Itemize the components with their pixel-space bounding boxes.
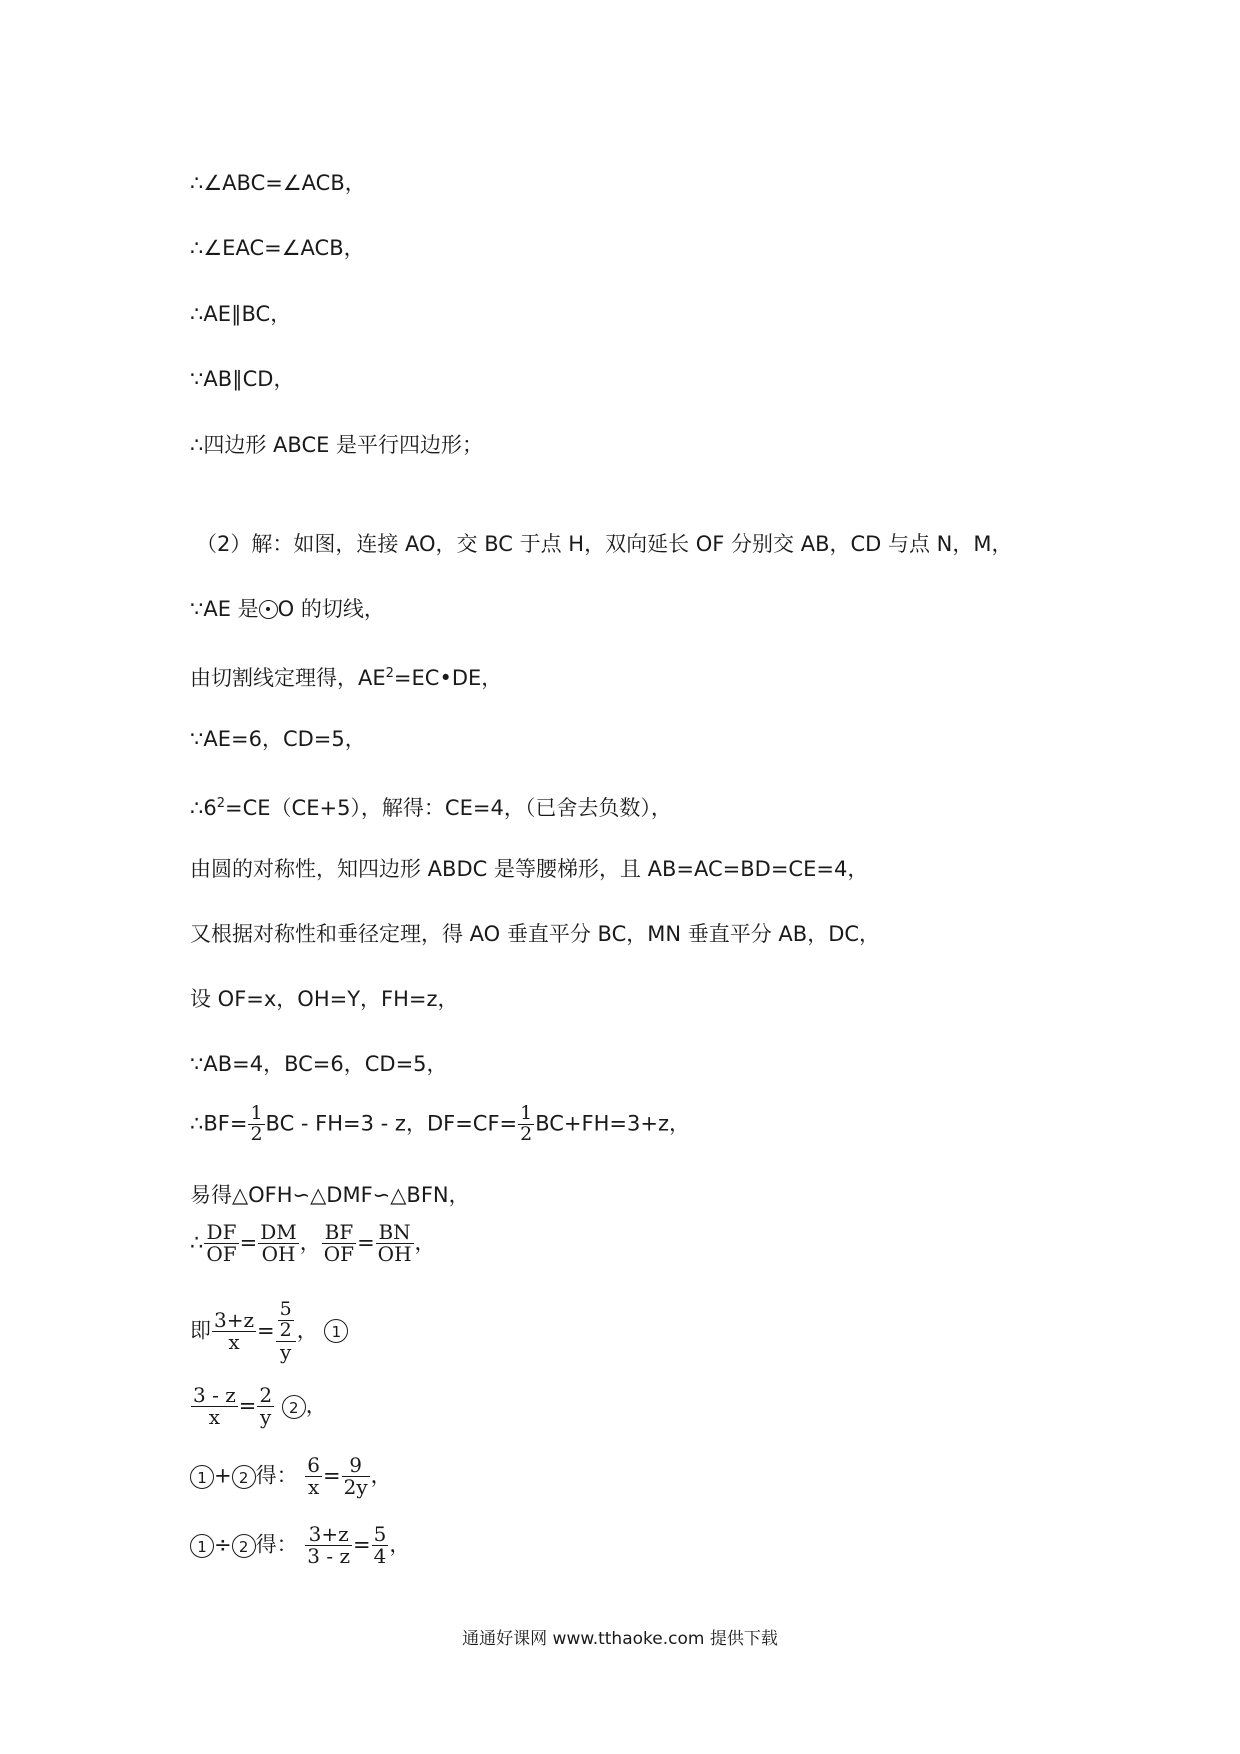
circled-number-2: 2	[232, 1465, 256, 1489]
fraction-5-4: $\frac{5}{4}$	[373, 1522, 387, 1568]
proof-line-3: ∴AE∥BC，	[190, 302, 292, 326]
compound-fraction: $\frac{\frac{5}{2}}{y}$	[276, 1300, 296, 1363]
fraction-df-of: $\frac{DF}{OF}$	[206, 1220, 237, 1266]
secant-theorem-line: 由切割线定理得，$AE^2=EC•DE$，	[190, 666, 503, 690]
proof-line-2: ∴∠EAC=∠ACB，	[190, 236, 365, 260]
ce-solve-line: $\therefore 6^2=CE(CE+5)$，解得：CE=4，（已舍去负数），	[190, 796, 672, 820]
fraction-dm-oh: $\frac{DM}{OH}$	[260, 1220, 297, 1266]
fraction-3pz-x: $\frac{3+z}{x}$	[214, 1307, 255, 1354]
fraction-2-y: $\frac{2}{y}$	[259, 1383, 273, 1429]
circled-number-1: 1	[190, 1534, 214, 1558]
fraction-bf-of: $\frac{BF}{OF}$	[323, 1220, 355, 1266]
solution-intro: （2）解：如图，连接 AO，交 BC 于点 H，双向延长 OF 分别交 AB，CD 与点 N，M，	[196, 532, 1013, 556]
trapezoid-line: 由圆的对称性，知四边形 ABDC 是等腰梯形，且 AB=AC=BD=CE=4，	[190, 857, 869, 881]
proof-line-1: ∴∠ABC=∠ACB，	[190, 171, 366, 195]
circled-number-2: 2	[282, 1395, 306, 1419]
fraction-3pz-3mz: $\frac{3+z}{3 - z}$	[307, 1522, 351, 1568]
ratio-line: ∴ $\frac{DF}{OF}$ = $\frac{DM}{OH}$ ， $\frac{BF}{OF}$ = $\frac{BN}{OH}$ ，	[190, 1220, 436, 1266]
fraction-3mz-x: $\frac{3 - z}{x}$	[193, 1383, 236, 1429]
fraction-9-2y: $\frac{9}{2y}$	[343, 1453, 368, 1499]
given-values-line: ∵AE=6，CD=5，	[190, 727, 366, 751]
circled-number-2: 2	[232, 1534, 256, 1558]
proof-conclusion: ∴四边形 ABCE 是平行四边形；	[190, 433, 484, 457]
fraction-bn-oh: $\frac{BN}{OH}$	[377, 1220, 412, 1266]
tangent-line-statement: ∵AE 是 O 的切线，	[190, 597, 385, 621]
bf-df-line: ∴BF= $\frac{1}{2}$ BC - FH=3 - z，DF=CF= $\frac{1}{2}$ BC+FH=3+z，	[190, 1102, 690, 1145]
fraction-6-x: $\frac{6}{x}$	[307, 1453, 321, 1499]
half-fraction: $\frac{1}{2}$	[250, 1102, 263, 1145]
page-footer: 通通好课网 www.tthaoke.com 提供下载	[462, 1629, 778, 1649]
half-fraction: $\frac{1}{2}$	[520, 1102, 533, 1145]
sum-equation-line: 1 + 2 得： $\frac{6}{x}$ = $\frac{9}{2y}$ ，	[190, 1455, 392, 1498]
equation-2-line: $\frac{3 - z}{x}$ = $\frac{2}{y}$ 2 ，	[193, 1383, 327, 1429]
similar-triangles-line: 易得△OFH∽△DMF∽△BFN，	[190, 1183, 470, 1207]
circled-number-1: 1	[190, 1465, 214, 1489]
perpendicular-bisector-line: 又根据对称性和垂径定理，得 AO 垂直平分 BC，MN 垂直平分 AB，DC，	[190, 922, 881, 946]
variables-line: 设 OF=x，OH=Y，FH=z，	[190, 987, 459, 1011]
proof-line-4: ∵AB∥CD，	[190, 367, 295, 391]
quotient-equation-line: 1 ÷ 2 得： $\frac{3+z}{3 - z}$ = $\frac{5}{4}$ ，	[190, 1524, 410, 1567]
circle-dot-symbol	[259, 600, 278, 619]
equation-1-line: 即 $\frac{3+z}{x}$ = $\frac{\frac{5}{2}}{y}$ ， 1	[190, 1300, 348, 1363]
lengths-line: ∵AB=4，BC=6，CD=5，	[190, 1052, 448, 1076]
circled-number-1: 1	[324, 1319, 348, 1343]
